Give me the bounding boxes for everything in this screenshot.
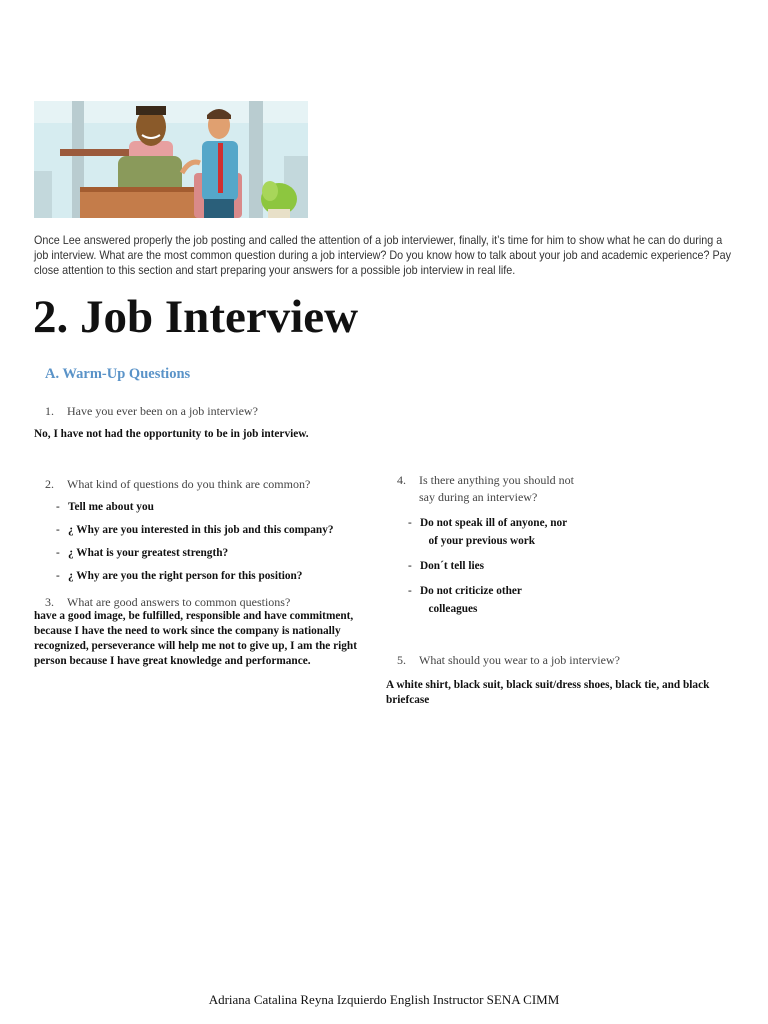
page-footer: Adriana Catalina Reyna Izquierdo English Instructor SENA CIMM [208,992,560,1007]
question-text: What are good answers to common questions? [67,595,291,609]
answer-1: No, I have not had the opportunity to be in job interview. [34,428,309,440]
section-subheading: A. Warm-Up Questions [45,366,191,382]
question-number: 3. [45,595,54,609]
question-4 [397,472,574,506]
intro-paragraph: Once Lee answered properly the job posting and called the attention of a job interviewer, finally, it’s time for him to show what he can do during a job interview. What are the most common question during a job interview? Do you know how to talk about your job and academic experience? Pay close attention to this section and start preparing your answers for a possible job interview in real life. [34,234,732,277]
question-number: 5. [397,653,406,667]
question-text: What kind of questions do you think are common? [67,477,311,491]
list-item: - ¿ Why are you interested in this job and this company? [56,524,334,536]
list-item: - ¿ Why are you the right person for this position? [56,570,303,582]
question-text: Is there anything you should not [419,473,574,487]
question-text: What should you wear to a job interview? [419,653,620,667]
list-item: - ¿ What is your greatest strength? [56,547,229,559]
question-5 [397,652,620,669]
list-item: - Do not speak ill of anyone, nor of your previous work [408,517,568,547]
list-item: - Don´t tell lies [408,560,485,572]
interview-illustration [34,101,308,218]
page-title: 2. Job Interview [33,291,359,343]
question-2 [45,476,310,493]
question-number: 1. [45,404,54,418]
question-number: 4. [397,473,406,487]
question-text: Have you ever been on a job interview? [67,404,258,418]
question-text-continued: say during an interview? [419,490,538,504]
list-item: - Tell me about you [56,501,154,513]
list-item: - Do not criticize other colleagues [408,585,522,615]
question-number: 2. [45,477,54,491]
answer-5: A white shirt, black suit, black suit/dress shoes, black tie, and black briefcase [386,679,710,706]
question-1 [45,403,258,420]
answer-3: have a good image, be fulfilled, responsible and have commitment, because I have the need to work since the company is nationally recognized, perseverance will help me not to give up, I am the right person because I have great knowledge and performance. [34,610,357,667]
